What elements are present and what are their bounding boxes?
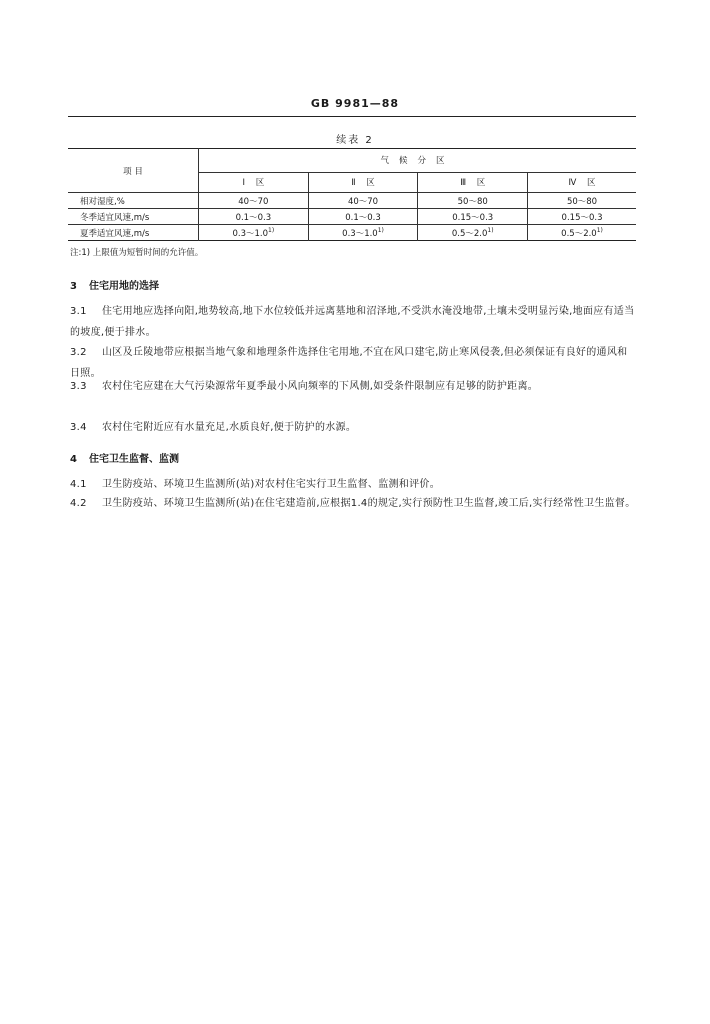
clause-text: 卫生防疫站、环境卫生监测所(站)在住宅建造前,应根据1.4的规定,实行预防性卫生监督,竣工后,实行经常性卫生监督。	[102, 498, 636, 509]
table-cell: 50～80	[528, 193, 636, 209]
row-label: 相对湿度,%	[68, 193, 199, 209]
clause-number: 4.1	[70, 479, 87, 490]
clause-number: 3.4	[70, 422, 87, 433]
table-cell: 0.15～0.3	[418, 209, 528, 225]
clause	[70, 474, 636, 495]
row-label: 冬季适宜风速,m/s	[68, 209, 199, 225]
section-number: 4	[70, 454, 77, 465]
clause-number: 3.2	[70, 347, 87, 358]
footnote-marker: 1)	[596, 226, 603, 234]
table-row	[68, 225, 636, 241]
table-cell: 40～70	[308, 193, 418, 209]
clause-number: 3.1	[70, 306, 87, 317]
row-label: 夏季适宜风速,m/s	[68, 225, 199, 241]
table-caption: 续表 2	[336, 135, 374, 146]
table-cell	[199, 225, 309, 241]
zone-label: Ⅰ 区	[199, 172, 309, 192]
item-column-header: 项 目	[68, 149, 199, 193]
table-cell: 50～80	[418, 193, 528, 209]
table-row	[68, 193, 636, 209]
clause-text: 山区及丘陵地带应根据当地气象和地理条件选择住宅用地,不宜在风口建宅,防止寒风侵袭,但必须保证有良好的通风和日照。	[70, 347, 628, 379]
section-title: 住宅用地的选择	[89, 281, 159, 292]
footnote-marker: 1)	[268, 226, 275, 234]
clause-text: 卫生防疫站、环境卫生监测所(站)对农村住宅实行卫生监督、监测和评价。	[102, 479, 441, 490]
table-cell	[528, 225, 636, 241]
climate-zone-table	[68, 148, 636, 241]
zone-label: Ⅳ 区	[528, 172, 636, 192]
clause-text: 农村住宅附近应有水量充足,水质良好,便于防护的水源。	[102, 422, 357, 433]
section-heading	[70, 450, 179, 465]
header-rule	[68, 116, 636, 117]
table-cell: 40～70	[199, 193, 309, 209]
cell-value: 0.3～1.0	[342, 228, 378, 239]
zone-label: Ⅱ 区	[308, 172, 418, 192]
footnote-marker: 1)	[487, 226, 494, 234]
footnote-marker: 1)	[377, 226, 384, 234]
cell-value: 0.5～2.0	[451, 228, 488, 239]
table-cell	[308, 225, 418, 241]
cell-value: 0.5～2.0	[561, 228, 597, 239]
clause-number: 4.2	[70, 498, 87, 509]
clause	[70, 417, 636, 438]
climate-zone-header: 气候分区	[199, 149, 637, 173]
clause-text: 农村住宅应建在大气污染源常年夏季最小风向频率的下风侧,如受条件限制应有足够的防护距离。	[102, 381, 539, 392]
cell-value: 0.3～1.0	[232, 228, 269, 239]
section-number: 3	[70, 281, 77, 292]
table-row	[68, 209, 636, 225]
standard-code-header: GB 9981—88	[310, 97, 400, 110]
section-heading	[70, 277, 159, 292]
clause-number: 3.3	[70, 381, 87, 392]
table-cell: 0.15～0.3	[528, 209, 636, 225]
section-title: 住宅卫生监督、监测	[89, 454, 179, 465]
table-cell: 0.1～0.3	[199, 209, 309, 225]
zone-label: Ⅲ 区	[418, 172, 528, 192]
table-footnote: 注:1) 上限值为短暂时间的允许值。	[70, 248, 204, 258]
clause-text: 住宅用地应选择向阳,地势较高,地下水位较低并远离墓地和沼泽地,不受洪水淹没地带,土壤未受明显污染,地面应有适当的坡度,便于排水。	[70, 306, 635, 338]
clause	[70, 301, 636, 343]
table-header-row	[68, 149, 636, 173]
table-cell	[418, 225, 528, 241]
clause	[70, 376, 636, 397]
clause	[70, 493, 636, 514]
table-cell: 0.1～0.3	[308, 209, 418, 225]
